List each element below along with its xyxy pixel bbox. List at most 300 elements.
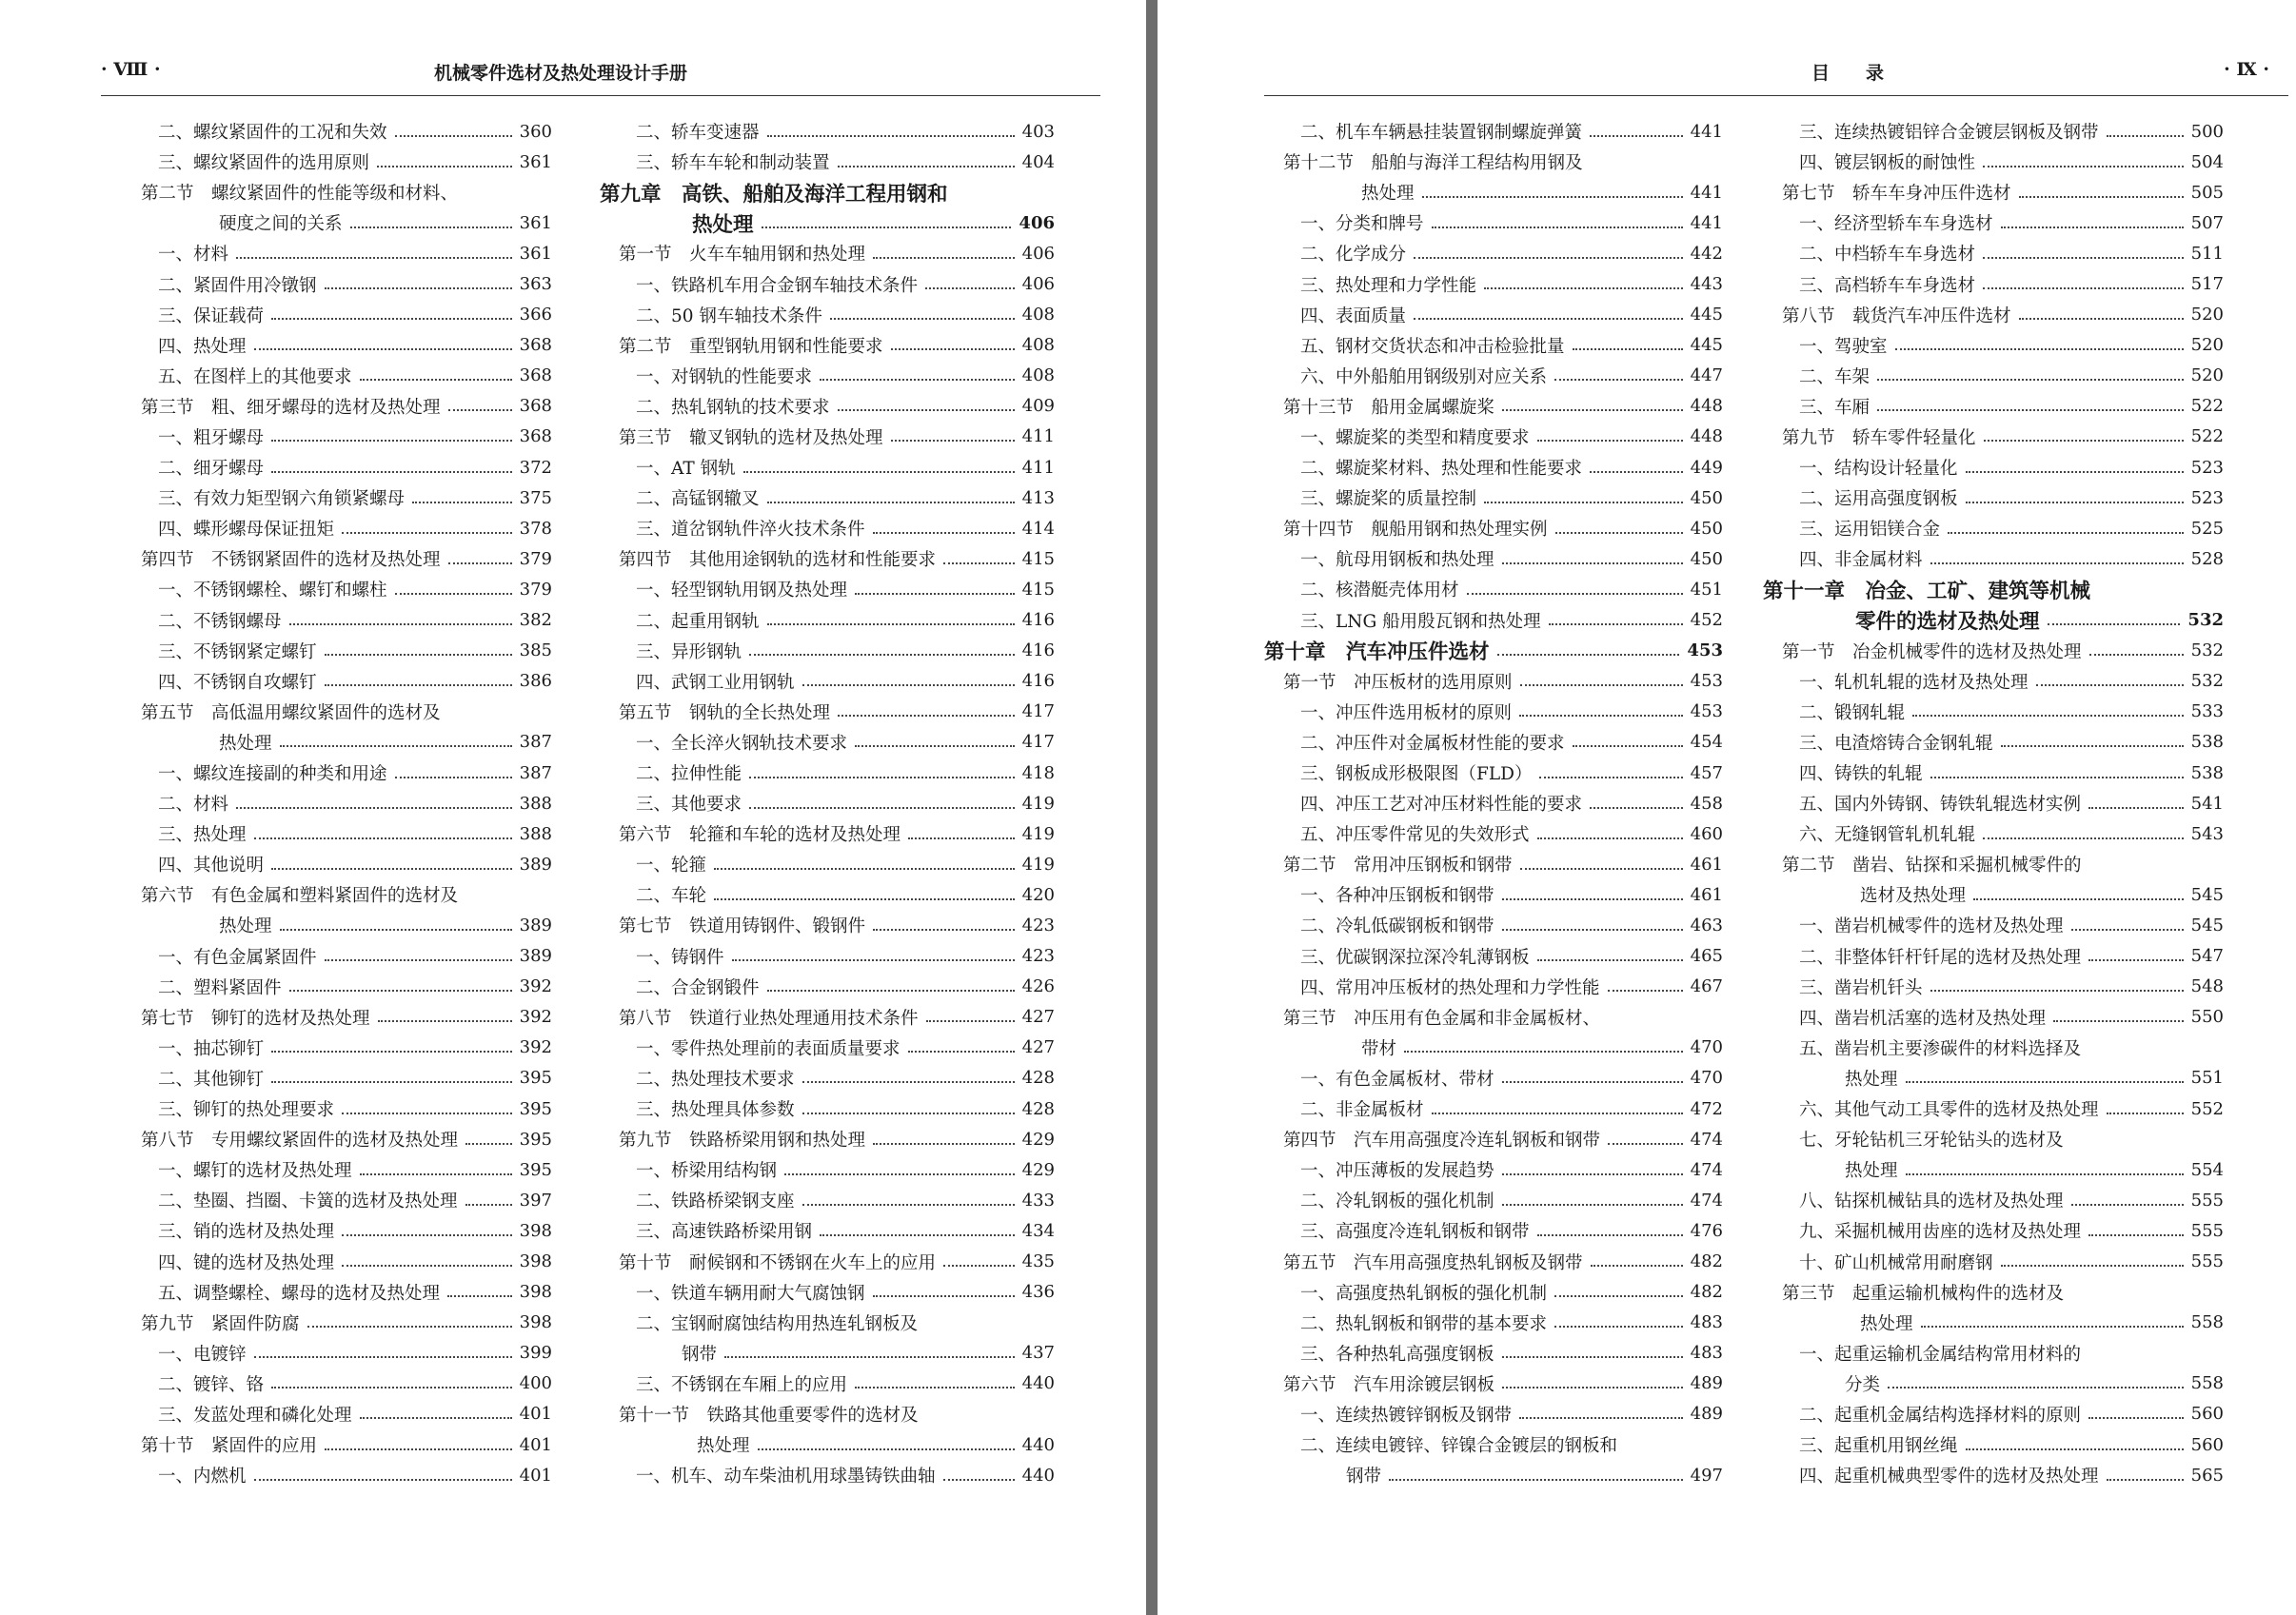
- toc-entry-title: 第三节 粗、细牙螺母的选材及热处理: [141, 397, 441, 418]
- toc-entry-title: 第三节 起重运输机械构件的选材及: [1782, 1283, 2065, 1304]
- toc-entry: [122, 666, 552, 697]
- dot-leader: [271, 1050, 512, 1053]
- toc-entry-title: 二、起重机金属结构选择材料的原则: [1799, 1405, 2082, 1426]
- toc-page-number: 541: [2190, 793, 2224, 814]
- toc-entry-title: 一、有色金属板材、带材: [1300, 1069, 1494, 1090]
- toc-entry: [1763, 1002, 2224, 1033]
- toc-entry: [1264, 1308, 1723, 1338]
- toc-page-number: 504: [2190, 151, 2224, 172]
- toc-entry-title: 二、锻钢轧辊: [1799, 702, 1906, 723]
- toc-page-number: 460: [1690, 823, 1723, 844]
- toc-page-number: 398: [519, 1282, 552, 1303]
- dot-leader: [714, 897, 1015, 900]
- dot-leader: [2107, 1478, 2184, 1481]
- toc-entry: [1264, 116, 1723, 147]
- toc-entry-title: 四、其他说明: [158, 856, 265, 876]
- toc-entry: [1763, 697, 2224, 727]
- toc-page-number: 497: [1690, 1465, 1723, 1486]
- dot-leader: [1537, 958, 1683, 961]
- dot-leader: [360, 1416, 512, 1419]
- toc-entry: [600, 361, 1055, 391]
- toc-page-number: 403: [1021, 121, 1055, 142]
- toc-page-number: 472: [1690, 1098, 1723, 1119]
- toc-entry: [1763, 1063, 2224, 1093]
- toc-entry: [1763, 177, 2224, 207]
- toc-page-number: 555: [2190, 1220, 2224, 1241]
- dot-leader: [1519, 714, 1683, 717]
- dot-leader: [280, 744, 512, 747]
- toc-entry-title: 九、采掘机械用齿座的选材及热处理: [1799, 1222, 2082, 1243]
- toc-entry: [600, 1246, 1055, 1276]
- dot-leader: [1502, 1386, 1683, 1389]
- right-page-header: [1264, 59, 2288, 88]
- toc-entry: [600, 941, 1055, 972]
- toc-entry-title: 二、非整体钎杆钎尾的选材及热处理: [1799, 947, 2082, 968]
- dot-leader: [307, 1325, 512, 1328]
- toc-entry-title: 二、50 钢车轴技术条件: [636, 305, 822, 326]
- dot-leader: [395, 776, 512, 778]
- toc-entry-title: 三、运用铝镁合金: [1799, 520, 1941, 541]
- toc-page-number: 387: [519, 762, 552, 783]
- dot-leader: [749, 806, 1015, 809]
- toc-entry: [600, 422, 1055, 452]
- toc-entry-title: 二、中档轿车车身选材: [1799, 245, 1976, 266]
- toc-entry-title: 三、高速铁路桥梁用钢: [636, 1222, 813, 1243]
- toc-page-number: 461: [1690, 884, 1723, 905]
- toc-page-number: 463: [1690, 915, 1723, 936]
- dot-leader: [2071, 1143, 2216, 1144]
- dot-leader: [395, 134, 512, 137]
- toc-entry-title: 四、蝶形螺母保证扭矩: [158, 520, 335, 541]
- toc-entry-title: 五、凿岩机主要渗碳件的材料选择及: [1799, 1038, 2082, 1059]
- toc-entry: [122, 1308, 552, 1338]
- toc-entry-title: 四、武钢工业用钢轨: [636, 672, 795, 693]
- toc-entry: [1763, 330, 2224, 361]
- toc-page-number: 445: [1690, 305, 1723, 325]
- toc-entry-title: 四、非金属材料: [1799, 550, 1923, 571]
- toc-page-number: 401: [519, 1465, 552, 1486]
- toc-entry: [122, 147, 552, 177]
- toc-entry: [122, 1093, 552, 1124]
- right-page-running-title: 目 录: [1811, 63, 1885, 84]
- dot-leader: [1554, 1325, 1683, 1328]
- toc-entry-title: 第十三节 船用金属螺旋桨: [1283, 397, 1495, 418]
- toc-page-number: 505: [2190, 182, 2224, 203]
- toc-entry: [600, 238, 1055, 268]
- dot-leader: [873, 1142, 1015, 1145]
- dot-leader: [350, 226, 512, 228]
- toc-entry: [1763, 513, 2224, 543]
- toc-entry: [1264, 1277, 1723, 1308]
- toc-page-number: 555: [2190, 1251, 2224, 1272]
- toc-entry: [122, 422, 552, 452]
- toc-page-number: 416: [1021, 671, 1055, 692]
- toc-entry: [1763, 1308, 2224, 1338]
- toc-entry-title: 二、螺旋桨材料、热处理和性能要求: [1300, 459, 1583, 480]
- toc-entry-title: 第七节 轿车车身冲压件选材: [1782, 184, 2011, 205]
- toc-entry-title: 二、连续电镀锌、锌镍合金镀层的钢板和: [1300, 1436, 1618, 1457]
- toc-page-number: 565: [2190, 1465, 2224, 1486]
- toc-page-number: 395: [519, 1068, 552, 1089]
- right-header-rule: [1264, 95, 2288, 96]
- dot-leader: [926, 1417, 1047, 1418]
- toc-chapter-entry: [1763, 574, 2224, 604]
- toc-entry: [600, 910, 1055, 940]
- dot-leader: [1502, 1080, 1683, 1083]
- toc-page-number: 525: [2190, 518, 2224, 539]
- toc-entry: [1763, 972, 2224, 1002]
- toc-entry-title: 热处理: [697, 1436, 750, 1457]
- toc-entry: [1264, 177, 1723, 207]
- toc-entry: [122, 1460, 552, 1490]
- toc-page-number: 427: [1021, 1037, 1055, 1058]
- toc-entry-title: 零件的选材及热处理: [1855, 610, 2040, 635]
- toc-entry: [1264, 1246, 1723, 1276]
- toc-page-number: 440: [1021, 1465, 1055, 1486]
- toc-page-number: 363: [519, 274, 552, 295]
- toc-entry: [600, 452, 1055, 483]
- left-page-header: [101, 59, 1100, 88]
- dot-leader: [802, 1080, 1015, 1083]
- toc-entry-title: 二、核潜艇壳体用材: [1300, 581, 1459, 601]
- toc-entry-title: 分类: [1845, 1374, 1881, 1395]
- dot-leader: [1555, 531, 1683, 534]
- toc-entry: [1763, 818, 2224, 849]
- toc-entry-title: 一、航母用钢板和热处理: [1300, 550, 1494, 571]
- toc-entry-title: 一、铁道车辆用耐大气腐蚀钢: [636, 1283, 865, 1304]
- dot-leader: [1930, 989, 2184, 992]
- toc-entry-title: 二、运用高强度钢板: [1799, 489, 1958, 510]
- toc-entry-title: 热处理: [219, 916, 272, 937]
- toc-entry: [1264, 513, 1723, 543]
- dot-leader: [465, 196, 544, 197]
- toc-entry: [122, 513, 552, 543]
- toc-entry-title: 二、塑料紧固件: [158, 977, 282, 998]
- toc-entry: [1763, 207, 2224, 238]
- toc-page-number: 558: [2190, 1373, 2224, 1394]
- dot-leader: [873, 256, 1015, 259]
- toc-page-number: 409: [1021, 396, 1055, 417]
- toc-entry-title: 第八节 专用螺纹紧固件的选材及热处理: [141, 1131, 459, 1152]
- toc-entry: [1763, 361, 2224, 391]
- toc-page-number: 389: [519, 946, 552, 967]
- toc-page-number: 465: [1690, 946, 1723, 967]
- toc-entry: [600, 574, 1055, 604]
- dot-leader: [1467, 592, 1683, 595]
- dot-leader: [1983, 286, 2184, 289]
- toc-page-number: 395: [519, 1098, 552, 1119]
- toc-entry-title: 一、轧机轧辊的选材及热处理: [1799, 672, 2029, 693]
- toc-page-number: 552: [2190, 1098, 2224, 1119]
- toc-page-number: 548: [2190, 976, 2224, 997]
- toc-entry-title: 一、经济型轿车车身选材: [1799, 214, 1993, 235]
- toc-entry-title: 第三节 辙叉钢轨的选材及热处理: [619, 427, 883, 448]
- toc-entry: [122, 1002, 552, 1033]
- dot-leader: [1591, 1264, 1683, 1267]
- toc-entry-title: 第七节 铆钉的选材及热处理: [141, 1008, 370, 1029]
- dot-leader: [830, 317, 1015, 320]
- dot-leader: [1519, 1416, 1683, 1419]
- toc-entry-title: 三、销的选材及热处理: [158, 1222, 335, 1243]
- toc-entry: [600, 849, 1055, 879]
- toc-entry: [1763, 1246, 2224, 1276]
- toc-entry: [600, 1154, 1055, 1185]
- toc-page-number: 545: [2190, 884, 2224, 905]
- dot-leader: [1590, 470, 1683, 473]
- toc-page-number: 398: [519, 1251, 552, 1272]
- toc-entry-title: 一、螺钉的选材及热处理: [158, 1161, 352, 1182]
- toc-page-number: 543: [2190, 823, 2224, 844]
- toc-page-number: 360: [519, 121, 552, 142]
- dot-leader: [1877, 408, 2184, 411]
- toc-entry: [600, 727, 1055, 758]
- dot-leader: [254, 837, 512, 839]
- toc-page-number: 389: [519, 854, 552, 875]
- toc-page-number: 476: [1690, 1220, 1723, 1241]
- toc-page-number: 440: [1021, 1373, 1055, 1394]
- dot-leader: [465, 1203, 512, 1206]
- toc-entry-title: 三、LNG 船用殷瓦钢和热处理: [1300, 611, 1541, 632]
- dot-leader: [1930, 561, 2184, 564]
- dot-leader: [1591, 166, 1715, 167]
- toc-page-number: 474: [1690, 1190, 1723, 1211]
- dot-leader: [448, 408, 512, 411]
- toc-page-number: 528: [2190, 548, 2224, 569]
- toc-page-number: 532: [2190, 640, 2224, 661]
- toc-entry-title: 一、机车、动车柴油机用球墨铸铁曲轴: [636, 1467, 936, 1487]
- dot-leader: [1520, 867, 1683, 870]
- toc-page-number: 538: [2190, 732, 2224, 753]
- toc-entry: [122, 1277, 552, 1308]
- toc-page-number: 419: [1021, 793, 1055, 814]
- dot-leader: [802, 1112, 1015, 1114]
- toc-entry-title: 五、国内外铸钢、铸铁轧辊选材实例: [1799, 795, 2082, 816]
- toc-entry-title: 三、热处理: [158, 825, 247, 846]
- dot-leader: [855, 744, 1015, 747]
- toc-page-number: 545: [2190, 915, 2224, 936]
- toc-entry: [1763, 1185, 2224, 1215]
- dot-leader: [873, 928, 1015, 931]
- dot-leader: [1608, 989, 1683, 992]
- dot-leader: [342, 1264, 512, 1267]
- toc-page-number: 517: [2190, 274, 2224, 295]
- toc-page-number: 400: [519, 1373, 552, 1394]
- toc-entry: [1763, 1429, 2224, 1460]
- dot-leader: [2001, 226, 2184, 228]
- dot-leader: [1484, 501, 1683, 503]
- toc-entry: [1264, 972, 1723, 1002]
- toc-entry-title: 一、螺旋桨的类型和精度要求: [1300, 427, 1530, 448]
- toc-entry: [1763, 422, 2224, 452]
- toc-entry: [1264, 238, 1723, 268]
- toc-page-number: 388: [519, 793, 552, 814]
- dot-leader: [908, 837, 1015, 839]
- toc-entry-title: 一、铁路机车用合金钢车轴技术条件: [636, 275, 919, 296]
- toc-entry: [1763, 636, 2224, 666]
- toc-entry: [122, 1399, 552, 1429]
- toc-entry: [1264, 879, 1723, 910]
- dot-leader: [891, 347, 1015, 350]
- toc-page-number: 442: [1690, 243, 1723, 264]
- toc-entry: [122, 1369, 552, 1399]
- dot-leader: [271, 1386, 512, 1389]
- toc-chapter-entry: [600, 177, 1055, 207]
- dot-leader: [767, 501, 1015, 503]
- toc-page-number: 419: [1021, 823, 1055, 844]
- toc-page-number: 550: [2190, 1007, 2224, 1028]
- toc-entry-title: 第一节 冶金机械零件的选材及热处理: [1782, 641, 2082, 662]
- toc-entry-title: 二、垫圈、挡圈、卡簧的选材及热处理: [158, 1192, 458, 1212]
- toc-page-number: 555: [2190, 1190, 2224, 1211]
- toc-entry: [1264, 207, 1723, 238]
- toc-entry: [1264, 1338, 1723, 1369]
- toc-page-number: 420: [1021, 884, 1055, 905]
- toc-entry-title: 六、无缝钢管轧机轧辊: [1799, 825, 1976, 846]
- toc-page-number: 551: [2190, 1068, 2224, 1089]
- toc-page-number: 441: [1690, 121, 1723, 142]
- dot-leader: [908, 1050, 1015, 1053]
- toc-entry-title: 一、零件热处理前的表面质量要求: [636, 1038, 901, 1059]
- dot-leader: [724, 1355, 1015, 1358]
- toc-entry: [1264, 1154, 1723, 1185]
- toc-entry-title: 第九节 铁路桥梁用钢和热处理: [619, 1131, 866, 1152]
- toc-entry: [122, 818, 552, 849]
- dot-leader: [749, 653, 1015, 656]
- toc-page-number: 429: [1021, 1159, 1055, 1180]
- toc-entry-title: 第四节 汽车用高强度冷连轧钢板和钢带: [1283, 1131, 1601, 1152]
- dot-leader: [1906, 1172, 2184, 1175]
- toc-page-number: 406: [1019, 212, 1055, 233]
- dot-leader: [2019, 317, 2184, 320]
- toc-page-number: 453: [1690, 671, 1723, 692]
- dot-leader: [838, 165, 1015, 167]
- toc-entry-title: 第八节 载货汽车冲压件选材: [1782, 305, 2011, 326]
- toc-entry-title: 二、不锈钢螺母: [158, 611, 282, 632]
- toc-page-number: 482: [1690, 1282, 1723, 1303]
- toc-entry: [600, 483, 1055, 513]
- dot-leader: [838, 408, 1015, 411]
- toc-entry-title: 第十章 汽车冲压件选材: [1264, 640, 1490, 665]
- toc-page-number: 423: [1021, 946, 1055, 967]
- toc-entry-title: 二、起重用钢轨: [636, 611, 760, 632]
- toc-entry: [122, 758, 552, 788]
- toc-page-number: 379: [519, 548, 552, 569]
- dot-leader: [767, 989, 1015, 992]
- dot-leader: [1537, 439, 1683, 442]
- toc-page-number: 547: [2190, 946, 2224, 967]
- toc-entry-title: 一、有色金属紧固件: [158, 947, 317, 968]
- dot-leader: [767, 622, 1015, 625]
- toc-entry: [600, 1277, 1055, 1308]
- toc-entry-title: 一、AT 钢轨: [636, 459, 736, 480]
- toc-page-number: 500: [2190, 121, 2224, 142]
- toc-entry: [122, 910, 552, 940]
- toc-entry-title: 二、镀锌、铬: [158, 1374, 265, 1395]
- toc-entry: [1264, 849, 1723, 879]
- toc-entry: [122, 788, 552, 818]
- dot-leader: [2071, 928, 2184, 931]
- dot-leader: [2088, 806, 2184, 809]
- toc-page-number: 558: [2190, 1312, 2224, 1333]
- toc-entry-title: 第十节 紧固件的应用: [141, 1436, 318, 1457]
- left-page-number: · Ⅷ ·: [101, 59, 161, 80]
- toc-page-number: 416: [1021, 640, 1055, 661]
- toc-entry-title: 第五节 高低温用螺纹紧固件的选材及: [141, 702, 441, 723]
- toc-page-number: 423: [1021, 915, 1055, 936]
- dot-leader: [1912, 714, 2184, 717]
- dot-leader: [325, 286, 512, 289]
- toc-entry: [122, 1063, 552, 1093]
- toc-entry-title: 第六节 轮箍和车轮的选材及热处理: [619, 825, 901, 846]
- toc-entry: [1264, 1429, 1723, 1460]
- dot-leader: [1502, 1355, 1683, 1358]
- toc-page-number: 448: [1690, 426, 1723, 447]
- toc-entry-title: 第二节 螺纹紧固件的性能等级和材料、: [141, 184, 459, 205]
- toc-page-number: 368: [519, 396, 552, 417]
- toc-page-number: 511: [2190, 243, 2224, 264]
- toc-page-number: 413: [1021, 487, 1055, 508]
- toc-entry: [122, 1033, 552, 1063]
- toc-entry-title: 六、其他气动工具零件的选材及热处理: [1799, 1100, 2099, 1121]
- toc-page-number: 440: [1021, 1434, 1055, 1455]
- toc-entry: [1264, 1033, 1723, 1063]
- toc-entry: [1763, 116, 2224, 147]
- toc-entry: [600, 1063, 1055, 1093]
- toc-entry-title: 一、抽芯铆钉: [158, 1038, 265, 1059]
- dot-leader: [360, 378, 512, 381]
- dot-leader: [873, 531, 1015, 534]
- toc-entry-title: 第二节 常用冲压钢板和钢带: [1283, 856, 1513, 876]
- dot-leader: [271, 439, 512, 442]
- dot-leader: [1502, 897, 1683, 900]
- toc-entry: [122, 116, 552, 147]
- toc-entry-title: 热处理: [1845, 1161, 1898, 1182]
- dot-leader: [254, 1355, 512, 1358]
- toc-entry: [1763, 268, 2224, 299]
- right-page-number: · Ⅸ ·: [2224, 59, 2269, 80]
- toc-entry: [1763, 1124, 2224, 1154]
- toc-page-number: 428: [1021, 1098, 1055, 1119]
- toc-entry-title: 第九章 高铁、船舶及海洋工程用钢和: [600, 182, 948, 207]
- toc-page-number: 392: [519, 1037, 552, 1058]
- toc-entry-title: 四、冲压工艺对冲压材料性能的要求: [1300, 795, 1583, 816]
- toc-entry-title: 一、对钢轨的性能要求: [636, 366, 813, 387]
- toc-entry-title: 二、非金属板材: [1300, 1100, 1424, 1121]
- toc-entry: [600, 1124, 1055, 1154]
- toc-entry-title: 二、冷轧钢板的强化机制: [1300, 1192, 1494, 1212]
- toc-entry-title: 一、电镀锌: [158, 1344, 247, 1365]
- toc-entry: [600, 666, 1055, 697]
- toc-page-number: 408: [1021, 365, 1055, 386]
- toc-entry-title: 五、调整螺栓、螺母的选材及热处理: [158, 1283, 441, 1304]
- toc-entry-title: 钢带: [682, 1344, 718, 1365]
- toc-entry-title: 一、起重运输机金属结构常用材料的: [1799, 1344, 2082, 1365]
- dot-leader: [1502, 408, 1683, 411]
- toc-entry: [1763, 483, 2224, 513]
- toc-entry-title: 第六节 汽车用涂镀层钢板: [1283, 1374, 1495, 1395]
- toc-page-number: 433: [1021, 1190, 1055, 1211]
- dot-leader: [758, 1448, 1015, 1450]
- toc-page-number: 368: [519, 365, 552, 386]
- dot-leader: [236, 256, 512, 259]
- dot-leader: [1414, 317, 1683, 320]
- dot-leader: [465, 1142, 512, 1145]
- dot-leader: [891, 439, 1015, 442]
- toc-entry: [122, 727, 552, 758]
- dot-leader: [2088, 1233, 2184, 1236]
- dot-leader: [820, 1233, 1015, 1236]
- toc-entry-title: 第七节 铁道用铸钢件、锻钢件: [619, 916, 866, 937]
